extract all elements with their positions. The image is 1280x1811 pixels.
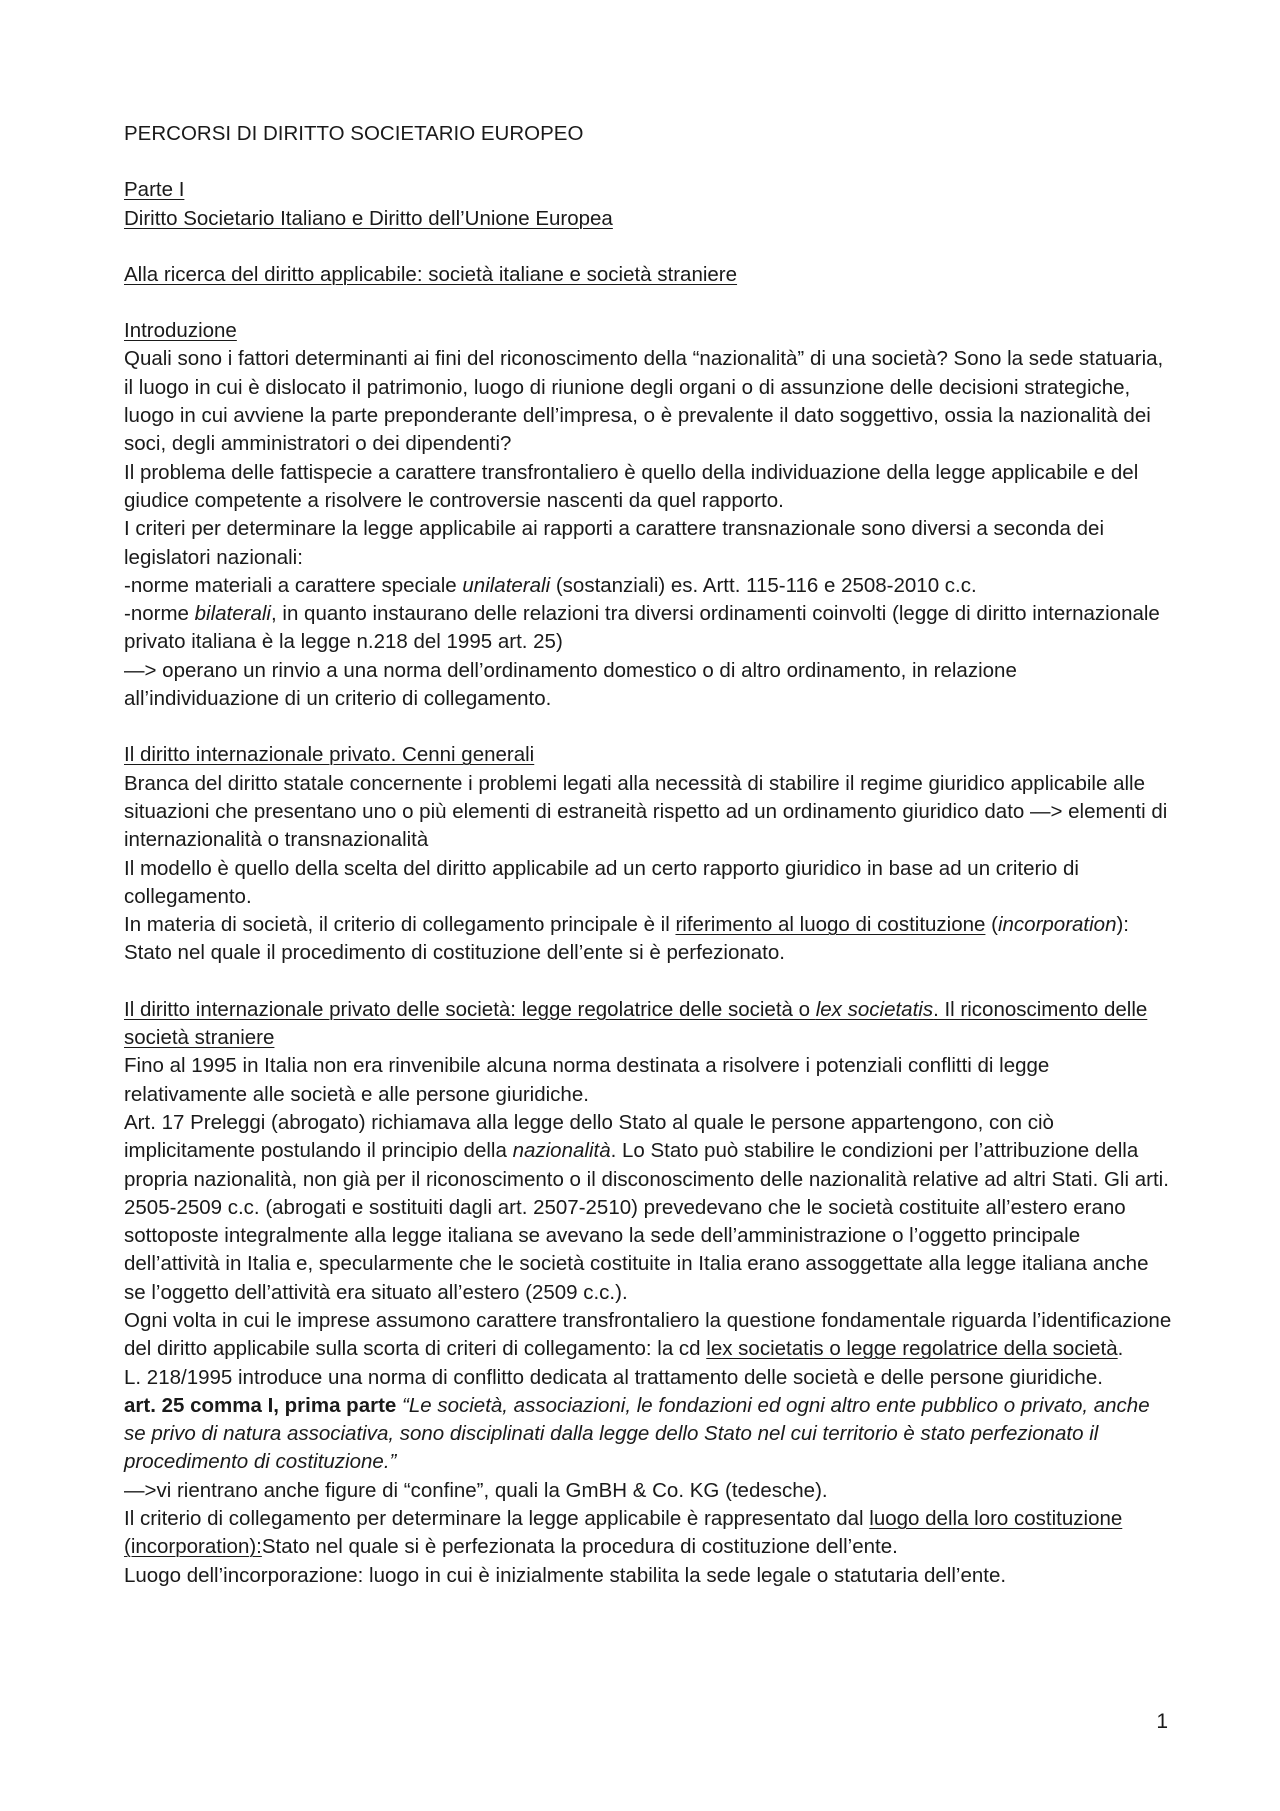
- text-run: . Lo Stato può stabilire le condizioni per l’attribuzione della propria nazionalità, non già per il riconoscimento o il disconoscimento delle nazionalità relative ad altri Stati. Gli arti. 2505-2509 c.c. (abrogati e sostituiti dagli art. 2507-2510) prevedevano che le società costituite all’estero erano sottoposte integralmente alla legge italiana se avevano la sede dell’amministrazione o l’oggetto principale dell’attività in Italia e, specularmente che le società costituite in Italia erano assoggettate alla legge italiana anche se l’oggetto dell’attività era situato all’estero (2509 c.c.).: [124, 1139, 1169, 1304]
- paragraph: L. 218/1995 introduce una norma di conflitto dedicata al trattamento delle società e delle persone giuridiche.: [124, 1365, 1103, 1389]
- paragraph: [124, 1307, 1174, 1364]
- paragraph: [124, 1109, 1174, 1307]
- spacer: [124, 233, 1174, 261]
- section-lex-societatis: [124, 996, 1174, 1590]
- section-heading: [124, 996, 1174, 1053]
- underlined-run: luogo della loro costituzione (incorporation):: [124, 1507, 1123, 1559]
- spacer: [124, 148, 1174, 176]
- paragraph: Il problema delle fattispecie a carattere transfrontaliero è quello della individuazione della legge applicabile e del giudice competente a risolvere le controversie nascenti da quel rapporto.: [124, 460, 1139, 512]
- paragraph: I criteri per determinare la legge applicabile ai rapporti a carattere transnazionale sono diversi a seconda dei legislatori nazionali:: [124, 517, 1104, 569]
- italic-run: “Le società, associazioni, le fondazioni ed ogni altro ente pubblico o privato, anche se privo di natura associativa, sono disciplinati dalla legge dello Stato nel cui territorio è stato perfezionato il procedimento di costituzione.”: [124, 1393, 1150, 1474]
- text-run: ): Stato nel quale il procedimento di costituzione dell’ente si è perfezionato.: [124, 913, 1130, 965]
- list-item: [124, 572, 1174, 600]
- text-run: (: [985, 913, 998, 937]
- part-title: Diritto Societario Italiano e Diritto dell’Unione Europea: [124, 206, 613, 230]
- spacer: [124, 968, 1174, 996]
- paragraph: —> operano un rinvio a una norma dell’ordinamento domestico o di altro ordinamento, in relazione all’individuazione di un criterio di collegamento.: [124, 658, 1017, 711]
- paragraph: Il modello è quello della scelta del diritto applicabile ad un certo rapporto giuridico in base ad un criterio di collegamento.: [124, 856, 1079, 908]
- text-run: Stato nel quale si è perfezionata la procedura di costituzione dell’ente.: [261, 1535, 898, 1559]
- part-label: Parte I: [124, 178, 185, 202]
- section-heading: Il diritto internazionale privato. Cenni generali: [124, 743, 535, 767]
- section-heading: Introduzione: [124, 319, 237, 343]
- text-run: Il criterio di collegamento per determinare la legge applicabile è rappresentato dal: [124, 1507, 870, 1531]
- text-run: -norme: [124, 602, 195, 626]
- paragraph: [124, 1505, 1174, 1562]
- section-introduzione: [124, 317, 1174, 713]
- text-run: Il diritto internazionale privato delle società: legge regolatrice delle società o: [124, 997, 816, 1021]
- chapter-title: Alla ricerca del diritto applicabile: società italiane e società straniere: [124, 262, 738, 286]
- article-quote: [124, 1392, 1174, 1477]
- paragraph: Luogo dell’incorporazione: luogo in cui è inizialmente stabilita la sede legale o statutaria dell’ente.: [124, 1563, 1007, 1587]
- text-run: Ogni volta in cui le imprese assumono carattere transfrontaliero la questione fondamentale riguarda l’identificazione del diritto applicabile sulla scorta di criteri di collegamento: la cd: [124, 1308, 1172, 1361]
- text-run: , in quanto instaurano delle relazioni tra diversi ordinamenti coinvolti (legge di diritto internazionale privato italiana è la legge n.218 del 1995 art. 25): [124, 602, 1160, 654]
- paragraph: —>vi rientrano anche figure di “confine”, quali la GmBH & Co. KG (tedesche).: [124, 1478, 828, 1502]
- italic-run: bilaterali: [194, 602, 271, 626]
- paragraph: Fino al 1995 in Italia non era rinvenibile alcuna norma destinata a risolvere i potenziali conflitti di legge relativamente alle società e alle persone giuridiche.: [124, 1054, 1050, 1106]
- paragraph: Branca del diritto statale concernente i problemi legati alla necessità di stabilire il regime giuridico applicabile alle situazioni che presentano uno o più elementi di estraneità rispetto ad un ordinamento giuridico dato —> elementi di internazionalità o transnazionalità: [124, 771, 1168, 852]
- page-number: 1: [1156, 1710, 1168, 1733]
- text-run: .: [1117, 1337, 1124, 1361]
- paragraph: Quali sono i fattori determinanti ai fini del riconoscimento della “nazionalità” di una società? Sono la sede statuaria, il luogo in cui è dislocato il patrimonio, luogo di riunione degli organi o di assunzione delle decisioni strategiche, luogo in cui avviene la parte preponderante dell’impresa, o è prevalente il dato soggettivo, ossia la nazionalità dei soci, degli amministratori o dei dipendenti?: [124, 347, 1164, 456]
- italic-run: unilaterali: [462, 573, 551, 597]
- list-item: [124, 600, 1174, 657]
- text-run: Art. 17 Preleggi (abrogato) richiamava alla legge dello Stato al quale le persone appartengono, con ciò implicitamente postulando il principio della: [124, 1110, 1054, 1163]
- text-run: -norme materiali a carattere speciale: [124, 573, 463, 597]
- paragraph: [124, 911, 1174, 968]
- spacer: [124, 713, 1174, 741]
- document-page: [124, 120, 1174, 1590]
- bold-run: art. 25 comma I, prima parte: [124, 1393, 397, 1417]
- italic-run: incorporation: [997, 913, 1117, 937]
- text-run: (sostanziali) es. Artt. 115-116 e 2508-2010 c.c.: [550, 573, 977, 597]
- underlined-run: lex societatis o legge regolatrice della società: [706, 1337, 1118, 1361]
- text-run: In materia di società, il criterio di collegamento principale è il: [124, 913, 676, 937]
- document-title: PERCORSI DI DIRITTO SOCIETARIO EUROPEO: [124, 122, 584, 145]
- section-diritto-internazionale-privato: [124, 741, 1174, 967]
- italic-run: nazionalità: [512, 1139, 611, 1163]
- italic-run: lex societatis: [815, 997, 934, 1021]
- text-run: . Il riconoscimento delle società straniere: [124, 997, 1148, 1050]
- underlined-run: riferimento al luogo di costituzione: [675, 913, 986, 937]
- spacer: [124, 289, 1174, 317]
